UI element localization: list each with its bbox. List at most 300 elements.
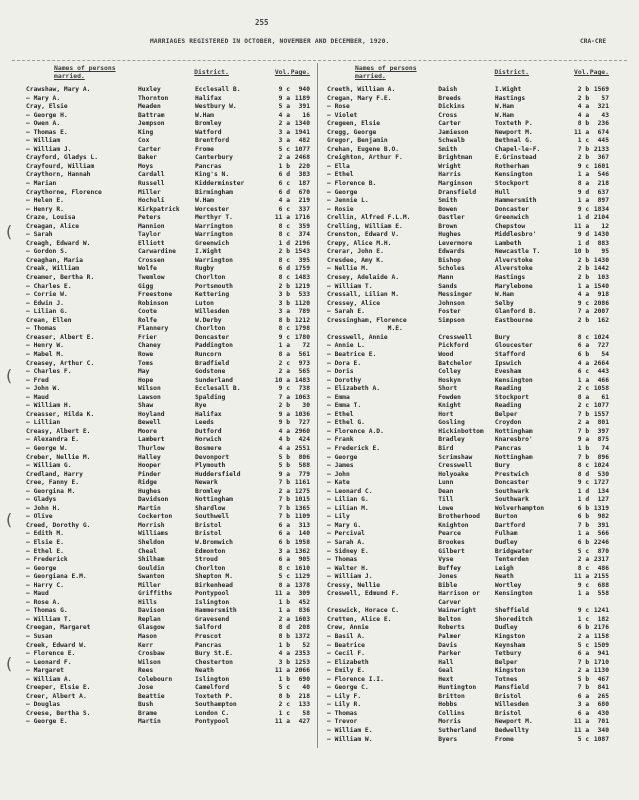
register-entry [327,112,609,121]
entry-name: — John [327,470,350,478]
volume: 5 c [577,547,590,555]
district: Camelford [195,684,230,692]
entry-name: — William T. [26,615,72,623]
page-ref: 12 [601,222,609,230]
entry-name: — Olive [26,513,53,521]
entry-name: Creeth, William A. [327,86,396,93]
volume: 1 a [278,342,290,350]
spouse-surname: Twemlow [138,274,165,282]
volume: 8 b [278,633,290,640]
entry-name: Crew, Annie [327,624,369,632]
entry-name: — William T. [327,282,373,290]
spouse-surname: Swanton [138,573,165,581]
volume: 9 a [577,436,590,444]
page-ref: 2317 [593,556,609,564]
volume: 9 a [278,410,290,418]
district: Newport M. [494,128,533,136]
entry-name: — Florence E. [26,650,76,658]
register-entry [26,462,310,471]
entry-name: — Margaret [26,667,64,675]
register-entry [26,291,310,300]
register-entry [327,274,609,283]
volume: 2 a [278,154,290,162]
page-ref: 236 [597,120,609,128]
district: Merthyr T. [195,214,233,222]
page-ref: 397 [597,427,609,435]
page-ref: 309 [298,590,310,598]
entry-name: — Doris [327,368,354,376]
volume: 1 c [577,615,590,623]
page-ref: 2551 [294,444,310,452]
entry-name: — Frank [327,436,354,444]
volume: 6 a [577,692,590,700]
volume: 2 a [278,120,290,128]
spouse-surname: Hoskyn [438,376,461,384]
register-entry [26,334,310,343]
register-entry [26,197,310,206]
volume: 8 c [278,274,290,282]
spouse-surname: Miller [138,188,161,196]
volume: 11 a [274,214,290,222]
spouse-surname: Buffey [438,564,461,572]
spouse-surname: Lawson [138,393,161,401]
entry-name: — Lilian G. [327,496,369,504]
page-ref: 1161 [294,479,310,487]
entry-name: — Sidney E. [327,547,369,555]
page-title: MARRIAGES REGISTERED IN OCTOBER, NOVEMBER AND DECEMBER, 1920. [150,38,390,45]
entry-name: — Elsie E. [26,538,64,546]
volume: 2 b [278,282,290,290]
entry-name: — Rose [327,103,350,111]
page-ref: 982 [597,513,609,521]
spouse-surname: Martin [138,718,161,726]
page-ref: 2133 [593,145,609,153]
volume: 4 a [278,650,290,658]
entry-name: — Corrie W. [26,291,68,299]
entry-name: Creak, William [26,265,80,273]
entry-name: Crayford, Gladys L. [26,154,99,162]
register-entry [327,283,609,292]
entry-name: — Percival [327,530,365,538]
district: Alverstoke [494,265,533,273]
register-entry [327,701,609,710]
entry-name: — Nellie M. [327,265,369,273]
entry-name: Cregg, George [327,128,377,136]
register-entry [26,129,310,138]
spouse-surname: Schwalb [438,137,465,145]
volume: 6 b [577,350,590,358]
volume: 1 d [577,239,590,247]
entry-name: — George [327,453,358,461]
spouse-surname: Taylor [138,231,161,239]
volume: 5 a [278,103,290,111]
district: Frome [195,145,214,153]
volume: 8 c [278,256,290,264]
entry-name: — Gladys [26,496,57,504]
volume: 7 a [577,308,590,316]
volume: 2 b [278,402,290,410]
register-entry [327,240,609,249]
volume: 7 b [577,684,590,692]
volume: 8 c [577,564,590,572]
spouse-surname: Meaden [138,103,161,111]
spouse-surname: Sutherland [438,727,477,735]
register-entry [327,223,609,232]
register-entry [26,428,310,437]
header-vol: Vol. [274,68,291,76]
left-rows [26,86,310,727]
entry-name: — Mary G. [327,521,362,529]
volume: 6 b [577,624,590,632]
register-entry [327,522,609,531]
page-ref: 637 [597,188,609,196]
spouse-surname: Russell [138,180,165,188]
entry-name: Creasy, Albert E. [26,427,91,435]
register-entry [26,95,310,104]
page-ref: 30 [302,402,310,410]
volume: 8 a [577,393,590,401]
district [495,325,569,334]
volume: 8 c [577,462,590,470]
entry-name: Crean, Ellen [26,316,72,324]
surname-range: CRA-CRE [580,38,607,45]
page-ref: 452 [298,598,310,606]
district: Prestwich [494,470,529,478]
page-ref: 546 [597,171,609,179]
district: W.Derby [195,316,222,324]
register-entry [327,95,609,104]
spouse-surname: Wright [438,162,461,170]
district: Rotherham [494,162,529,170]
volume: 1 b [577,444,590,452]
page-ref: 187 [298,180,310,188]
register-entry [26,513,310,522]
entry-name: — Trevor [327,718,358,726]
district: Bridgwater [494,547,533,555]
register-entry [327,368,609,377]
spouse-surname: Ridge [138,479,157,487]
volume: 9 d [577,231,590,239]
entry-name: — Ethel [327,410,354,418]
district: Birkenhead [195,581,233,589]
spouse-surname: Cheal [138,547,157,555]
register-entry [26,360,310,369]
spouse-surname: Morris [438,718,461,726]
district: Mansfield [494,684,529,692]
register-entry [327,342,609,351]
page-ref: 738 [298,385,310,393]
register-entry [26,274,310,283]
district: Bury [494,333,510,341]
district: Selby [494,299,514,307]
register-entry [26,120,310,129]
volume: 3 a [278,547,290,555]
district: Bradfield [195,359,230,367]
district: Luton [195,299,214,307]
header-names: Names of persons married. [54,64,116,80]
register-entry [327,428,609,437]
register-entry [26,624,310,633]
volume: 4 a [577,103,590,111]
page-ref: 72 [302,342,310,350]
district: Evesham [494,368,522,376]
spouse-surname: Wainwright [438,607,477,615]
page-ref: 1716 [294,214,310,222]
district: Totnes [494,675,518,683]
volume: 9 c [278,385,290,393]
volume: 6 a [278,521,290,529]
entry-name: — Marian [26,180,57,188]
entry-name: — Annie L. [327,342,365,350]
district: Neath [195,667,214,675]
volume: 2 a [278,368,290,376]
page-ref: 313 [298,521,310,529]
volume: 2 b [577,274,590,282]
spouse-surname: Jamieson [438,128,469,136]
register-entry [26,599,310,608]
page-ref: 565 [298,368,310,376]
register-entry [26,146,310,155]
volume: 7 b [278,496,290,504]
district: Warrington [195,231,233,239]
volume: 5 b [577,675,590,683]
district: Bethnal G. [494,137,533,145]
volume: 6 a [278,556,290,564]
volume: 3 b [278,291,290,299]
spouse-surname: Belton [438,615,461,623]
spouse-surname: Scrimshaw [438,453,473,461]
register-entry [26,582,310,591]
page-ref: 1319 [593,504,609,512]
entry-name: — Georgiana E.M. [26,573,87,581]
district: Ecclesall B. [195,86,241,93]
volume: 9 c [577,299,590,307]
volume: 8 a [577,180,590,188]
spouse-surname: Knighton [438,521,469,529]
spouse-surname: Thornton [138,94,169,102]
entry-name: — Ethel [327,171,354,179]
spouse-surname: Crossen [138,256,165,264]
page-ref: 1509 [593,641,609,649]
register-entry [327,539,609,548]
register-entry [327,693,609,702]
district: Shoreditch [494,615,533,623]
volume: 6 c [278,180,290,188]
page-ref: 391 [597,521,609,529]
page-ref: 1024 [593,333,609,341]
page-ref: 1710 [593,658,609,666]
page-ref: 1372 [294,633,310,640]
district: Bristol [195,530,222,538]
register-entry [327,120,609,129]
spouse-surname: Brightman [438,154,473,162]
page-ref: 208 [298,624,310,632]
spouse-surname: Bible [438,581,458,589]
register-entry [327,556,609,565]
volume: 4 a [278,427,290,435]
page-ref: 218 [597,180,609,188]
entry-name: — George [327,188,358,196]
spouse-surname: Hughes [138,487,161,495]
page-ref: 427 [298,718,310,726]
register-entry [327,676,609,685]
entry-name: — Henry R. [26,205,64,213]
entry-name: Creber, Nellie M. [26,453,91,461]
page-ref: 337 [298,205,310,213]
entry-name: — Mabel M. [26,350,64,358]
register-entry [327,624,609,633]
spouse-surname: Johnson [438,299,465,307]
spouse-surname: Jose [138,684,154,692]
register-entry [26,411,310,420]
register-entry [26,112,310,121]
district: Bury [494,462,510,470]
volume: 11 a [573,222,590,230]
spouse-surname: Breeds [438,94,461,102]
spouse-surname: Elliott [138,239,165,247]
district: Worcester [195,205,230,213]
page-ref: 2176 [593,624,609,632]
punch-hole-mark: ( [6,510,13,529]
district: Eastbourne [494,316,533,324]
register-entry [327,573,609,582]
register-entry [26,590,310,599]
district: Kingston [494,633,526,640]
spouse-surname: Cardall [138,171,165,179]
header-district: District. [194,68,229,76]
page-ref: 61 [601,393,609,401]
district: Bristol [195,521,222,529]
spouse-surname: Kirkpatrick [138,205,180,213]
volume: 3 a [278,308,290,316]
spouse-surname: Miller [138,581,161,589]
register-entry [26,436,310,445]
register-entry [327,436,609,445]
register-entry [327,360,609,369]
district: Hastings [494,274,526,282]
register-entry [26,676,310,685]
entry-name: — William E. [327,727,373,735]
page-ref: 905 [298,556,310,564]
entry-name: — Sarah E. [327,308,365,316]
spouse-surname: Hughes [438,231,461,239]
spouse-surname: Batchelor [438,359,473,367]
volume: 5 c [577,641,590,649]
page-ref: 424 [298,436,310,444]
page-ref: 1058 [593,385,609,393]
volume: 2 c [577,402,590,410]
spouse-surname: Hall [438,658,454,666]
district: Doncaster [494,479,529,487]
page-ref: 670 [298,188,310,196]
header-page: Page. [589,68,609,76]
district: Knaresbro' [494,436,533,444]
district: Leeds [195,419,214,427]
page-ref: 374 [298,231,310,239]
district: Chapel-le-F. [494,145,541,153]
volume: 11 a [573,128,590,136]
page-ref [589,599,609,608]
register-entry [327,214,609,223]
entry-name: Crehan, Eugene B.O. [327,145,400,153]
page-ref: 533 [298,291,310,299]
page-ref: 52 [302,641,310,649]
spouse-surname: Hickinbottom [438,427,484,435]
page-ref: 2066 [294,667,310,675]
entry-name: — Thomas [327,556,358,564]
page-ref: 1798 [294,325,310,333]
volume: 2 a [278,615,290,623]
volume: 3 b [278,299,290,307]
district: W.Ham [195,111,214,119]
volume [569,599,589,608]
spouse-surname: Lunn [438,479,454,487]
page-ref: 1759 [294,265,310,273]
page-ref: 806 [298,453,310,461]
volume: 2 b [577,94,590,102]
page-ref: 162 [597,316,609,324]
page-ref: 2960 [294,427,310,435]
spouse-surname: Jones [438,573,458,581]
entry-name: — Charles E. [26,282,72,290]
entry-name: — Edith M. [26,530,64,538]
district: Watford [195,128,222,136]
volume: 1 d [577,214,590,222]
entry-name: — Rosie [327,205,354,213]
right-rows [327,86,609,744]
page-ref: 43 [601,111,609,119]
district: Greenwich [195,239,230,247]
volume: 7 b [577,427,590,435]
page-ref: 1275 [294,487,310,495]
page-ref: 1610 [294,564,310,572]
entry-name: — Basil A. [327,633,365,640]
volume: 7 b [577,658,590,666]
district: Reading [494,402,522,410]
entry-name: — Cecil F. [327,650,365,658]
volume: 8 b [278,316,290,324]
entry-name: — Susan [26,633,53,640]
spouse-surname: Colebourn [138,675,173,683]
district: Glanford B. [494,308,537,316]
volume: 2 a [577,556,590,564]
district: Greenwich [494,214,529,222]
header-names: Names of persons married. [355,64,417,80]
entry-name: Crelling, William E. [327,222,403,230]
volume: 10 a [274,376,290,384]
district: Southwark [494,487,529,495]
page-ref: 391 [298,103,310,111]
volume: 6 d [278,265,290,273]
district: Norwich [195,436,222,444]
spouse-surname: Holyoake [438,470,469,478]
entry-name: Cressy, Nellie [327,581,381,589]
register-entry [26,402,310,411]
district: W.Bromwich [195,538,233,546]
page-ref: 58 [302,709,310,717]
register-entry [26,154,310,163]
entry-name: — Sarah A. [327,538,365,546]
district: Paddington [195,342,233,350]
register-entry [26,565,310,574]
volume: 1 b [278,641,290,649]
district: Pancras [195,641,222,649]
volume: 1 a [577,530,590,538]
page-ref: 1130 [593,667,609,675]
volume: 9 c [577,205,590,213]
district: Frome [494,735,514,743]
top-rule [12,60,627,61]
